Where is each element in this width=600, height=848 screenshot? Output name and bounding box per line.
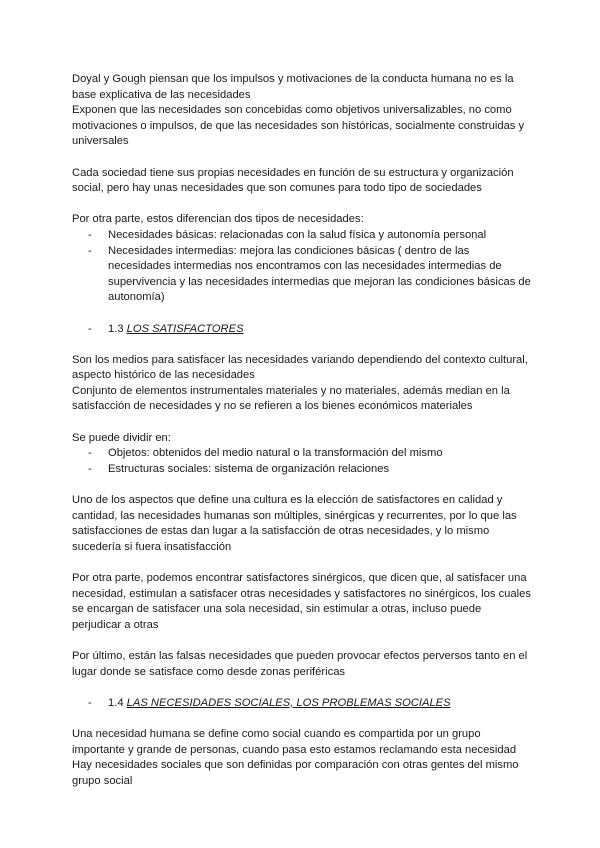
spacer (72, 337, 532, 353)
dash-bullet: - (88, 228, 92, 241)
paragraph-doyal-gough: Doyal y Gough piensan que los impulsos y motivaciones de la conducta humana no es la base explicativa de las necesidades (72, 73, 514, 101)
paragraph-medios: Son los medios para satisfacer las necesidades variando dependiendo del contexto cultural, aspecto histórico de las necesidades (72, 353, 528, 382)
paragraph-cada-sociedad: Cada sociedad tiene sus propias necesidades en función de su estructura y organización social, pero hay unas necesidades que son comunes para todo tipo de sociedades (72, 166, 514, 195)
paragraph-dos-tipos: Por otra parte, estos diferencian dos tipos de necesidades: (72, 213, 364, 226)
list-item (72, 244, 532, 306)
list-item (72, 228, 532, 244)
spacer (72, 306, 532, 322)
spacer (72, 711, 532, 727)
spacer (72, 555, 532, 571)
paragraph-conjunto: Conjunto de elementos instrumentales materiales y no materiales, además median en la satisfacción de necesidades y no se refieren a los bienes económicos materiales (72, 384, 510, 413)
paragraph-sinergicos: Por otra parte, podemos encontrar satisfactores sinérgicos, que dicen que, al satisfacer una necesidad, estimulan a satisfacer otras necesidades y satisfactores no sinérgicos, los cuales se encargan de satisfacer una sola necesidad, sin estimular a otras, incluso puede perjudicar a otras (72, 572, 531, 631)
dash-bullet: - (88, 244, 92, 257)
section-number: 1.3 (108, 322, 124, 335)
spacer (72, 633, 532, 649)
dash-bullet: - (88, 462, 92, 475)
section-heading-1-4 (72, 696, 532, 712)
section-number: 1.4 (108, 696, 124, 709)
spacer (72, 477, 532, 493)
spacer (72, 680, 532, 696)
document-page (72, 72, 532, 789)
section-title: LAS NECESIDADES SOCIALES, LOS PROBLEMAS SOCIALES (126, 696, 451, 709)
section-title: LOS SATISFACTORES (126, 322, 244, 335)
list-item-text: Objetos: obtenidos del medio natural o la transformación del mismo (108, 447, 443, 460)
list-item (72, 462, 532, 478)
section-heading-1-3 (72, 322, 532, 338)
paragraph-cultura: Uno de los aspectos que define una cultura es la elección de satisfactores en calidad y cantidad, las necesidades humanas son múltiples, sinérgicas y recurrentes, por lo que las satisfacciones de estas dan lugar a la satisfacción de otras necesidades, y lo mismo sucedería si fuera insatisfacción (72, 494, 517, 553)
paragraph-dividir: Se puede dividir en: (72, 431, 171, 444)
paragraph-comparacion: Hay necesidades sociales que son definidas por comparación con otras gentes del mismo grupo social (72, 759, 519, 787)
list-divisions (72, 446, 532, 477)
paragraph-necesidad-social: Una necesidad humana se define como social cuando es compartida por un grupo importante y grande de personas, cuando pasa esto estamos reclamando esta necesidad (72, 727, 517, 756)
dash-bullet: - (88, 696, 92, 709)
dash-bullet: - (88, 447, 92, 460)
list-item-text: Estructuras sociales: sistema de organización relaciones (108, 462, 390, 475)
spacer (72, 197, 532, 213)
list-item-text: Necesidades básicas: relacionadas con la salud física y autonomía personal (108, 228, 487, 241)
spacer (72, 150, 532, 166)
list-need-types (72, 228, 532, 306)
paragraph-falsas-necesidades: Por último, están las falsas necesidades que pueden provocar efectos perversos tanto en el lugar donde se satisface como desde zonas periféricas (72, 649, 528, 678)
spacer (72, 415, 532, 431)
list-item-text: Necesidades intermedias: mejora las condiciones básicas ( dentro de las necesidades intermedias nos encontramos con las necesidades intermedias de supervivencia y las necesidades intermedias que mejoran las condiciones básicas de autonomía) (108, 244, 531, 304)
dash-bullet: - (88, 322, 92, 335)
paragraph-exponen: Exponen que las necesidades son concebidas como objetivos universalizables, no como motivaciones o impulsos, de que las necesidades son históricas, socialmente construidas y universales (72, 104, 525, 148)
list-item (72, 446, 532, 462)
